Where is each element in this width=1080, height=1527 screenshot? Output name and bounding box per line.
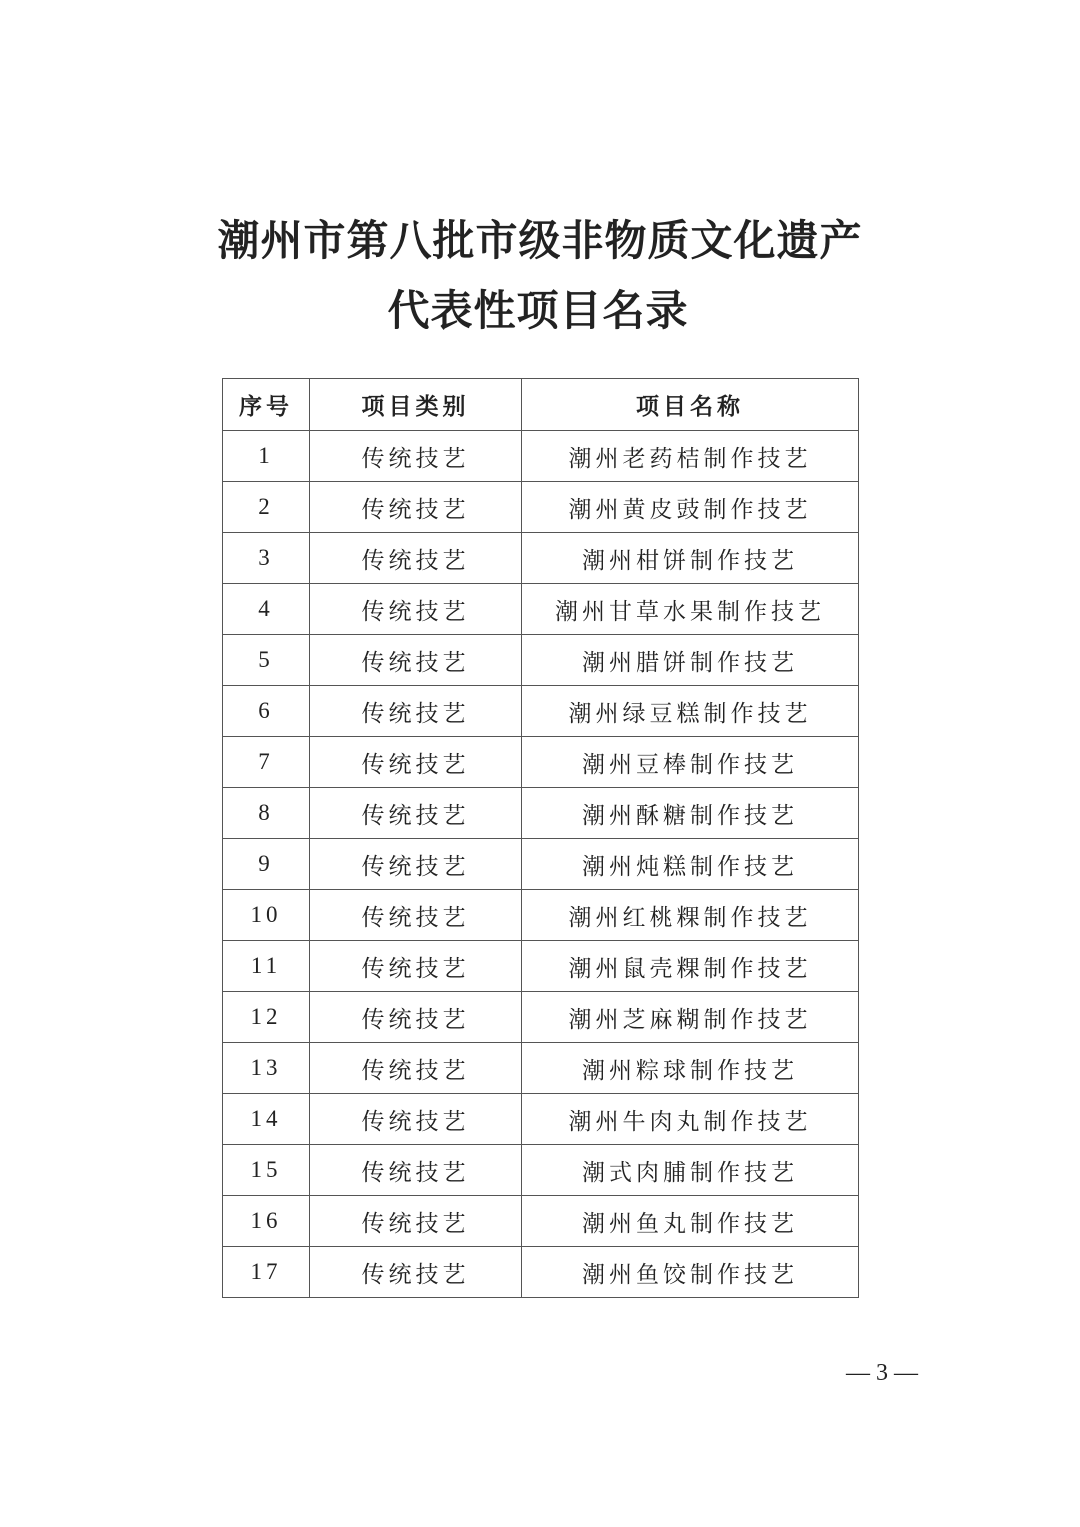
cell-project-category: 传统技艺 [310,1094,522,1145]
cell-project-category: 传统技艺 [310,890,522,941]
cell-serial-number: 2 [223,482,310,533]
cell-project-name: 潮州豆棒制作技艺 [522,737,859,788]
cell-project-name: 潮州粽球制作技艺 [522,1043,859,1094]
table-row [223,1094,859,1145]
document-title-line2: 代表性项目名录 [387,286,689,335]
header-project-category: 项目类别 [310,379,522,431]
cell-serial-number: 7 [223,737,310,788]
cell-project-category: 传统技艺 [310,992,522,1043]
table-row [223,788,859,839]
cell-project-category: 传统技艺 [310,941,522,992]
table-row [223,1247,859,1298]
cell-serial-number: 9 [223,839,310,890]
table-row [223,992,859,1043]
table-row [223,635,859,686]
cell-project-category: 传统技艺 [310,1043,522,1094]
cell-project-category: 传统技艺 [310,737,522,788]
document-title-line1: 潮州市第八批市级非物质文化遗产 [217,216,863,265]
cell-serial-number: 11 [223,941,310,992]
cell-project-name: 潮州黄皮豉制作技艺 [522,482,859,533]
cell-project-name: 潮州甘草水果制作技艺 [522,584,859,635]
cell-serial-number: 13 [223,1043,310,1094]
cell-serial-number: 17 [223,1247,310,1298]
cell-serial-number: 4 [223,584,310,635]
cell-serial-number: 14 [223,1094,310,1145]
table-row [223,686,859,737]
page-number: — 3 — [846,1360,918,1386]
cell-project-name: 潮州腊饼制作技艺 [522,635,859,686]
table-row [223,839,859,890]
cell-project-name: 潮州鼠壳粿制作技艺 [522,941,859,992]
cell-project-name: 潮州炖糕制作技艺 [522,839,859,890]
cell-project-name: 潮州老药桔制作技艺 [522,431,859,482]
cell-serial-number: 1 [223,431,310,482]
cell-project-name: 潮州绿豆糕制作技艺 [522,686,859,737]
table-row [223,1043,859,1094]
cell-serial-number: 6 [223,686,310,737]
cell-project-category: 传统技艺 [310,431,522,482]
cell-project-category: 传统技艺 [310,788,522,839]
project-list-table [222,378,859,1298]
table-row [223,584,859,635]
table-row [223,1145,859,1196]
table-row [223,890,859,941]
cell-serial-number: 12 [223,992,310,1043]
cell-project-category: 传统技艺 [310,1247,522,1298]
cell-serial-number: 10 [223,890,310,941]
header-serial-number: 序号 [223,379,310,431]
table-body [223,431,859,1298]
cell-project-name: 潮州红桃粿制作技艺 [522,890,859,941]
header-project-name: 项目名称 [522,379,859,431]
cell-project-category: 传统技艺 [310,686,522,737]
cell-serial-number: 15 [223,1145,310,1196]
table-header-row [223,379,859,431]
table-row [223,1196,859,1247]
table-row [223,737,859,788]
cell-project-category: 传统技艺 [310,1196,522,1247]
cell-project-name: 潮州鱼饺制作技艺 [522,1247,859,1298]
table-row [223,482,859,533]
cell-project-category: 传统技艺 [310,839,522,890]
cell-project-category: 传统技艺 [310,584,522,635]
table-row [223,431,859,482]
cell-project-name: 潮州柑饼制作技艺 [522,533,859,584]
cell-project-name: 潮州鱼丸制作技艺 [522,1196,859,1247]
cell-serial-number: 8 [223,788,310,839]
table-row [223,533,859,584]
cell-serial-number: 16 [223,1196,310,1247]
cell-project-name: 潮州牛肉丸制作技艺 [522,1094,859,1145]
cell-serial-number: 5 [223,635,310,686]
cell-project-name: 潮州酥糖制作技艺 [522,788,859,839]
cell-project-category: 传统技艺 [310,635,522,686]
cell-project-category: 传统技艺 [310,1145,522,1196]
cell-project-name: 潮州芝麻糊制作技艺 [522,992,859,1043]
table-row [223,941,859,992]
cell-project-category: 传统技艺 [310,533,522,584]
cell-serial-number: 3 [223,533,310,584]
cell-project-name: 潮式肉脯制作技艺 [522,1145,859,1196]
cell-project-category: 传统技艺 [310,482,522,533]
